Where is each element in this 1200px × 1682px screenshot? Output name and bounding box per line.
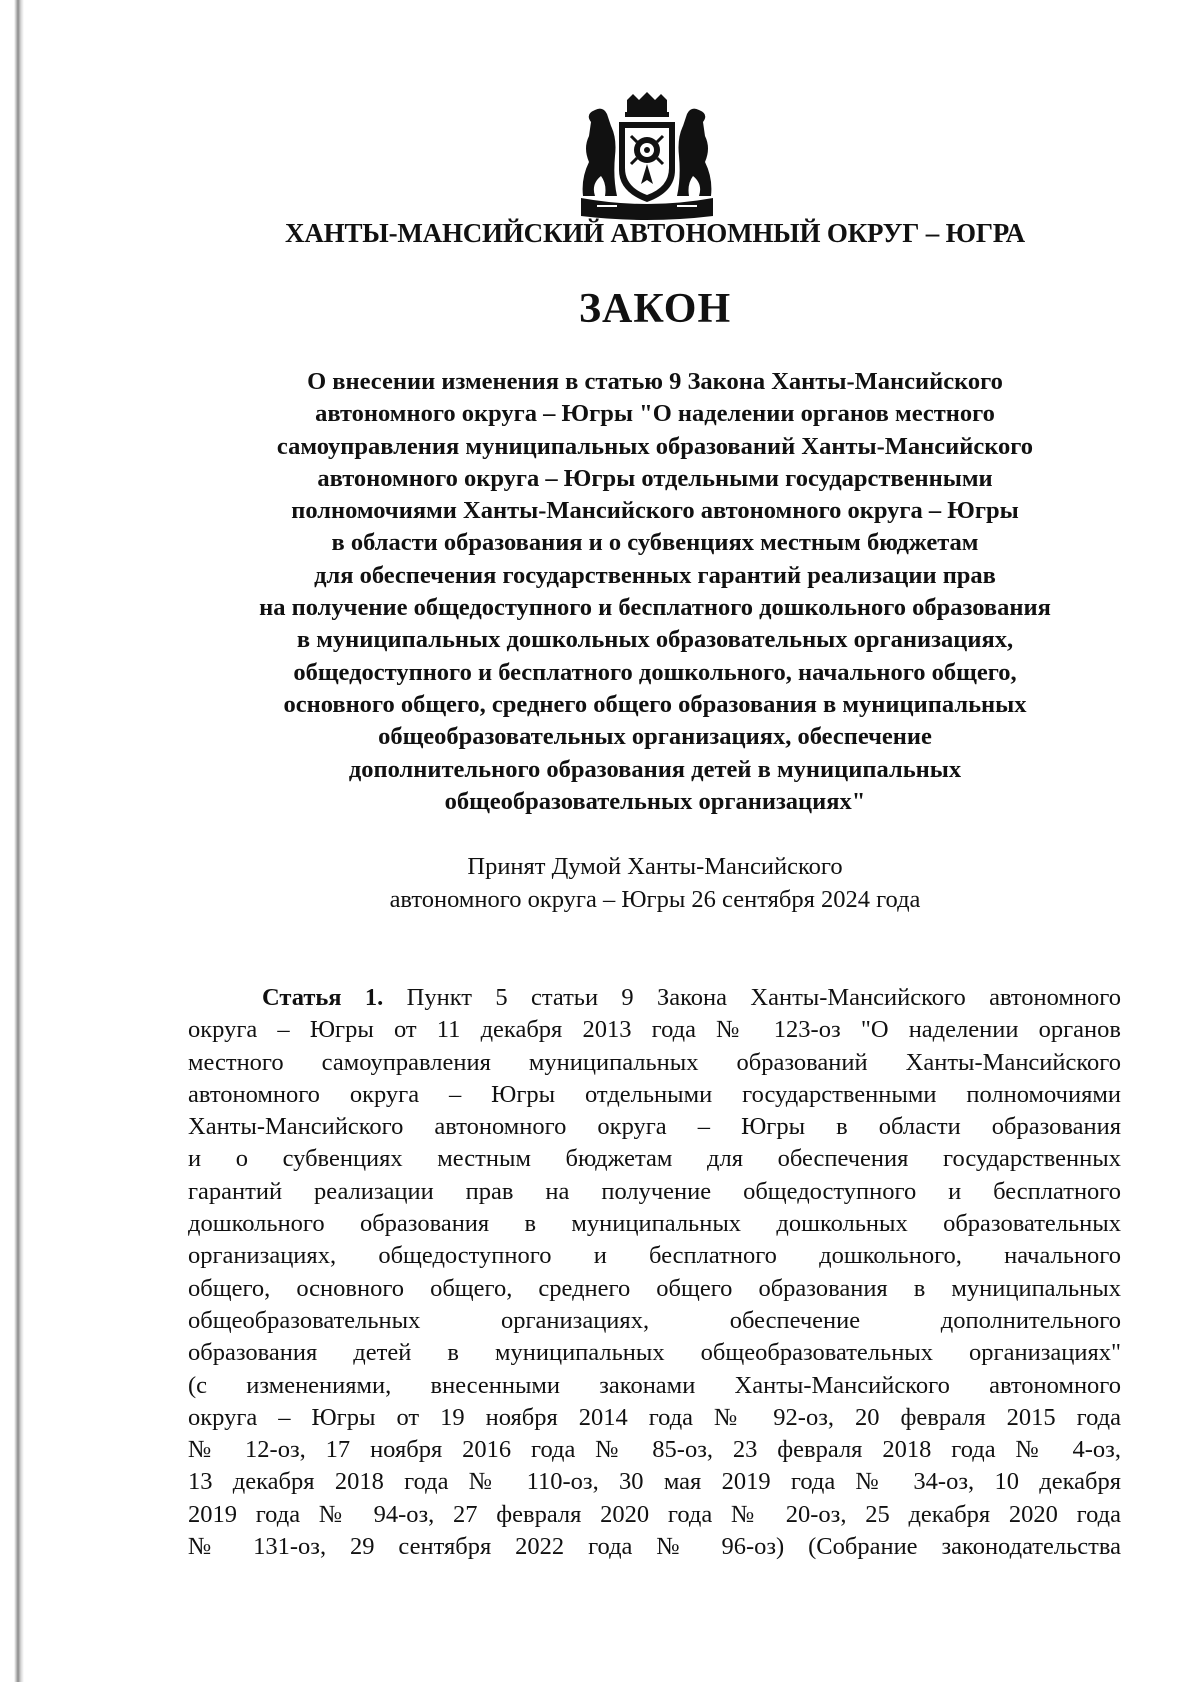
law-title <box>150 366 1160 818</box>
title-line: О внесении изменения в статью 9 Закона Ханты-Мансийского <box>307 368 1003 395</box>
title-line: в муниципальных дошкольных образовательных организациях, <box>296 626 1014 654</box>
article-line: Ханты-Мансийского автономного округа – Югры в области образования <box>188 1113 1121 1141</box>
title-line: самоуправления муниципальных образований Ханты-Мансийского <box>276 432 1034 460</box>
title-line: общеобразовательных организациях" <box>444 787 866 815</box>
title-line: для обеспечения государственных гарантий реализации прав <box>314 561 996 589</box>
article-line: № 131-оз, 29 сентября 2022 года № 96-оз) (Собрание законодательства <box>188 1533 1121 1561</box>
article-line: общего, основного общего, среднего общего образования в муниципальных <box>188 1274 1121 1302</box>
coat-of-arms-emblem <box>577 92 717 222</box>
article-line: округа – Югры от 19 ноября 2014 года № 92-оз, 20 февраля 2015 года <box>188 1403 1121 1431</box>
article-line <box>188 982 1121 1014</box>
adoption-line: Принят Думой Ханты-Мансийского <box>467 853 843 880</box>
article-line: автономного округа – Югры отдельными государственными полномочиями <box>188 1080 1121 1108</box>
article-line: общеобразовательных организациях, обеспечение дополнительного <box>188 1306 1121 1334</box>
title-line: дополнительного образования детей в муниципальных <box>348 755 962 783</box>
article-line: округа – Югры от 11 декабря 2013 года № 123-оз "О наделении органов <box>188 1016 1121 1044</box>
title-line: в области образования и о субвенциях местным бюджетам <box>331 529 979 557</box>
article-line: 2019 года № 94-оз, 27 февраля 2020 года № 20-оз, 25 декабря 2020 года <box>188 1500 1121 1528</box>
article-line: и о субвенциях местным бюджетам для обеспечения государственных <box>188 1145 1121 1173</box>
title-line: автономного округа – Югры отдельными государственными <box>317 464 993 492</box>
document-type-heading: ЗАКОН <box>578 286 732 332</box>
adoption-line: автономного округа – Югры 26 сентября 2024 года <box>389 885 921 913</box>
article-line: (с изменениями, внесенными законами Ханты-Мансийского автономного <box>188 1371 1121 1399</box>
article-line: гарантий реализации прав на получение общедоступного и бесплатного <box>188 1177 1121 1205</box>
adoption-note <box>150 851 1160 916</box>
article-line: № 12-оз, 17 ноября 2016 года № 85-оз, 23 февраля 2018 года № 4-оз, <box>188 1436 1121 1464</box>
title-line: на получение общедоступного и бесплатного дошкольного образования <box>259 594 1051 622</box>
title-line: основного общего, среднего общего образования в муниципальных <box>283 690 1027 718</box>
article-1-body <box>188 982 1121 1563</box>
scan-edge <box>0 0 30 1682</box>
title-line: автономного округа – Югры "О наделении органов местного <box>315 400 995 428</box>
article-label: Статья 1. <box>262 984 384 1011</box>
title-line: общедоступного и бесплатного дошкольного, начального общего, <box>293 658 1017 686</box>
article-line: организациях, общедоступного и бесплатного дошкольного, начального <box>188 1242 1121 1270</box>
article-line: образования детей в муниципальных общеобразовательных организациях" <box>188 1339 1121 1367</box>
article-line: дошкольного образования в муниципальных дошкольных образовательных <box>188 1210 1121 1238</box>
article-line: 13 декабря 2018 года № 110-оз, 30 мая 2019 года № 34-оз, 10 декабря <box>188 1468 1121 1496</box>
article-line-text: Пункт 5 статьи 9 Закона Ханты-Мансийского автономного <box>406 984 1121 1011</box>
region-heading: ХАНТЫ-МАНСИЙСКИЙ АВТОНОМНЫЙ ОКРУГ – ЮГРА <box>285 218 1025 248</box>
article-line: местного самоуправления муниципальных образований Ханты-Мансийского <box>188 1048 1121 1076</box>
title-line: общеобразовательных организациях, обеспечение <box>378 723 932 751</box>
title-line: полномочиями Ханты-Мансийского автономного округа – Югры <box>291 497 1019 525</box>
